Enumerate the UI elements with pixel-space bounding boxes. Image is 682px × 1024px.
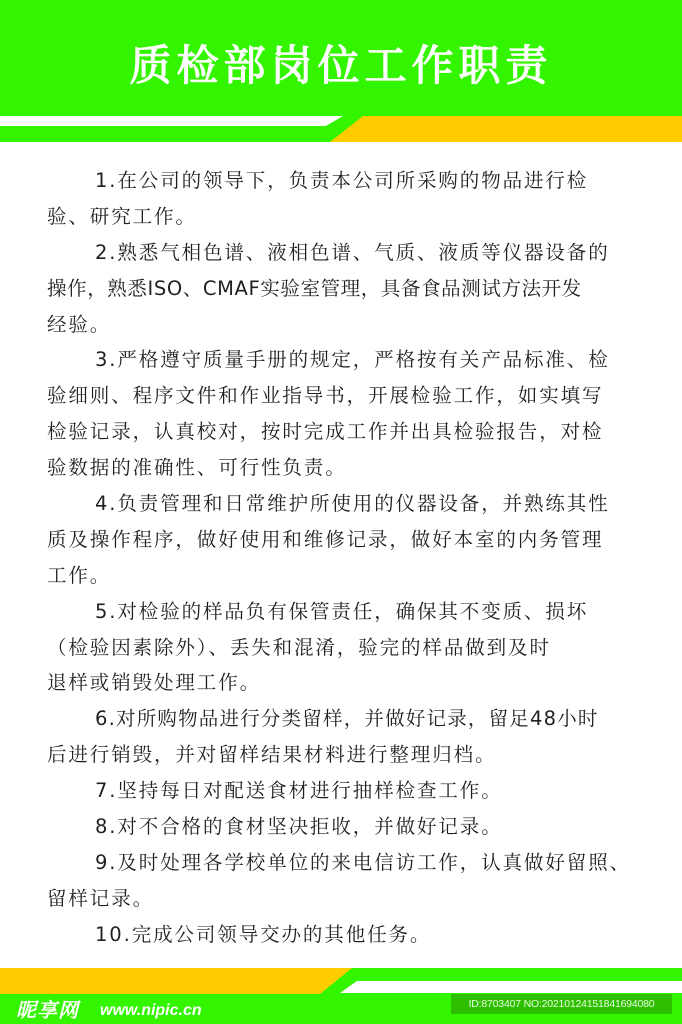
duty-item-7 xyxy=(47,773,637,809)
duty-line: 验细则、程序文件和作业指导书，开展检验工作，如实填写 xyxy=(47,384,604,408)
footer-banner xyxy=(0,968,682,1024)
header-white-stripe xyxy=(0,116,343,126)
duty-line: 经验。 xyxy=(47,312,112,336)
duty-line: 6.对所购物品进行分类留样，并做好记录，留足48小时 xyxy=(95,707,599,731)
footer-yellow-band xyxy=(0,968,352,994)
duty-item-8 xyxy=(47,809,637,845)
duty-item-4 xyxy=(47,486,637,594)
footer-white-stripe xyxy=(340,981,682,993)
duty-line: 9.及时处理各学校单位的来电信访工作，认真做好留照、 xyxy=(95,850,632,874)
duty-line: 8.对不合格的食材坚决拒收，并做好记录。 xyxy=(95,815,503,839)
duty-item-1 xyxy=(47,163,637,235)
duty-line: 质及操作程序，做好使用和维修记录，做好本室的内务管理 xyxy=(47,527,604,551)
duty-line: 工作。 xyxy=(47,563,112,587)
duty-line: 3.严格遵守质量手册的规定，严格按有关产品标准、检 xyxy=(95,348,610,372)
duty-line: 10.完成公司领导交办的其他任务。 xyxy=(95,922,432,946)
duty-item-5 xyxy=(47,594,637,702)
duty-line: 1.在公司的领导下，负责本公司所采购的物品进行检 xyxy=(95,169,589,192)
duty-line: 5.对检验的样品负有保管责任，确保其不变质、损坏 xyxy=(95,599,589,623)
duty-line: 留样记录。 xyxy=(47,886,155,910)
duty-item-3 xyxy=(47,342,637,486)
page-title: 质检部岗位工作职责 xyxy=(129,41,553,90)
header-yellow-band xyxy=(330,116,682,142)
watermark-url: www.nipic.cn xyxy=(100,1002,202,1019)
watermark-logo: 昵享网 xyxy=(16,998,79,1022)
header-banner xyxy=(0,0,682,142)
duty-line: 4.负责管理和日常维护所使用的仪器设备，并熟练其性 xyxy=(95,492,610,516)
duty-line: 检验记录，认真校对，按时完成工作并出具检验报告，对检 xyxy=(47,420,604,444)
duties-list xyxy=(47,163,637,953)
duty-line: 2.熟悉气相色谱、液相色谱、气质、液质等仪器设备的 xyxy=(95,240,610,264)
duty-line: 7.坚持每日对配送食材进行抽样检查工作。 xyxy=(95,779,503,803)
duty-line: 退样或销毁处理工作。 xyxy=(47,671,262,695)
duty-line: 后进行销毁，并对留样结果材料进行整理归档。 xyxy=(47,743,497,767)
image-id-label: ID:8703407 NO:20210124151841694080 xyxy=(451,994,672,1014)
duty-line: 操作，熟悉ISO、CMAF实验室管理，具备食品测试方法开发 xyxy=(47,276,582,300)
duty-line: （检验因素除外）、丢失和混淆，验完的样品做到及时 xyxy=(47,635,551,659)
duty-item-10 xyxy=(47,917,637,953)
duty-item-6 xyxy=(47,701,637,773)
duty-line: 验、研究工作。 xyxy=(47,204,197,228)
duty-item-2 xyxy=(47,235,637,343)
duty-item-9 xyxy=(47,845,637,917)
duty-line: 验数据的准确性、可行性负责。 xyxy=(47,456,347,480)
